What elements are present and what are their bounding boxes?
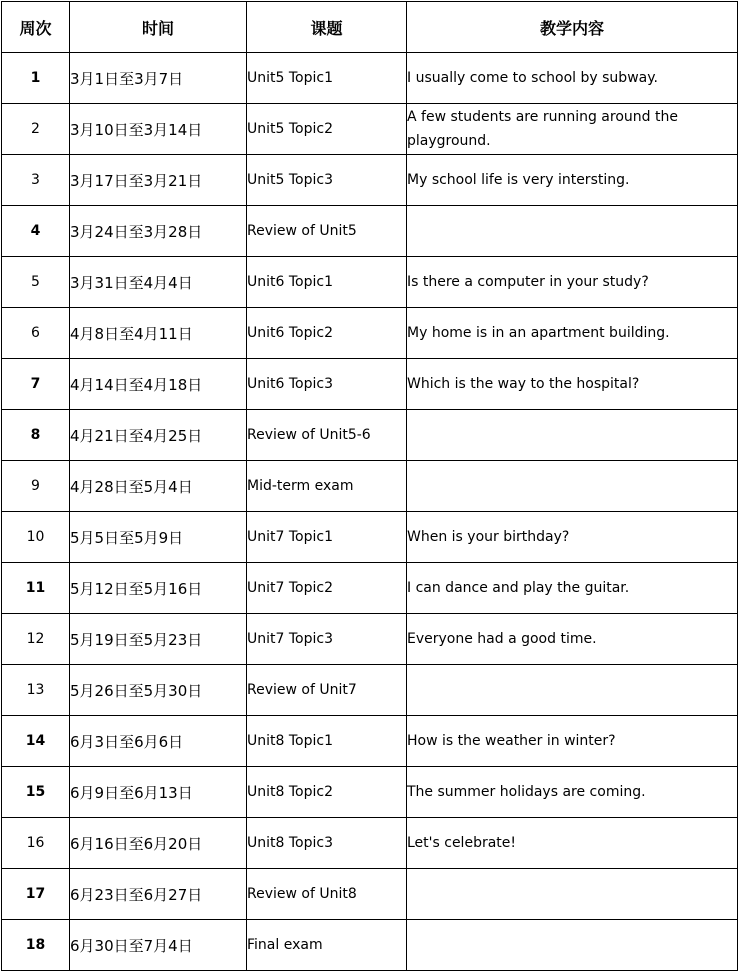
date-cell: 4月14日至4月18日 <box>70 359 247 410</box>
table-row <box>2 410 738 461</box>
table-row <box>2 818 738 869</box>
date-cell: 3月17日至3月21日 <box>70 155 247 206</box>
topic-cell: Unit6 Topic3 <box>247 359 407 410</box>
date-cell: 5月19日至5月23日 <box>70 614 247 665</box>
topic-cell: Review of Unit5 <box>247 206 407 257</box>
topic-cell: Review of Unit7 <box>247 665 407 716</box>
topic-cell: Mid-term exam <box>247 461 407 512</box>
week-cell: 14 <box>2 716 70 767</box>
table-row <box>2 104 738 155</box>
table-row <box>2 920 738 971</box>
header-time: 时间 <box>70 2 247 53</box>
content-cell <box>407 665 738 716</box>
week-cell: 8 <box>2 410 70 461</box>
date-cell: 3月24日至3月28日 <box>70 206 247 257</box>
week-cell: 11 <box>2 563 70 614</box>
topic-cell: Unit8 Topic3 <box>247 818 407 869</box>
week-cell: 3 <box>2 155 70 206</box>
table-row <box>2 206 738 257</box>
content-cell: Which is the way to the hospital? <box>407 359 738 410</box>
table-row <box>2 53 738 104</box>
content-cell: I usually come to school by subway. <box>407 53 738 104</box>
week-cell: 1 <box>2 53 70 104</box>
date-cell: 4月28日至5月4日 <box>70 461 247 512</box>
topic-cell: Unit5 Topic2 <box>247 104 407 155</box>
table-row <box>2 665 738 716</box>
table-row <box>2 257 738 308</box>
content-cell <box>407 920 738 971</box>
date-cell: 6月9日至6月13日 <box>70 767 247 818</box>
week-cell: 10 <box>2 512 70 563</box>
topic-cell: Unit8 Topic2 <box>247 767 407 818</box>
table-row <box>2 461 738 512</box>
table-row <box>2 716 738 767</box>
date-cell: 3月10日至3月14日 <box>70 104 247 155</box>
week-cell: 9 <box>2 461 70 512</box>
date-cell: 5月5日至5月9日 <box>70 512 247 563</box>
table-row <box>2 512 738 563</box>
content-cell: The summer holidays are coming. <box>407 767 738 818</box>
date-cell: 6月3日至6月6日 <box>70 716 247 767</box>
content-cell: I can dance and play the guitar. <box>407 563 738 614</box>
week-cell: 18 <box>2 920 70 971</box>
table-row <box>2 614 738 665</box>
content-cell: Is there a computer in your study? <box>407 257 738 308</box>
date-cell: 5月26日至5月30日 <box>70 665 247 716</box>
topic-cell: Unit5 Topic1 <box>247 53 407 104</box>
content-cell: Everyone had a good time. <box>407 614 738 665</box>
content-cell: How is the weather in winter? <box>407 716 738 767</box>
week-cell: 16 <box>2 818 70 869</box>
date-cell: 6月23日至6月27日 <box>70 869 247 920</box>
schedule-table <box>1 1 738 971</box>
topic-cell: Review of Unit8 <box>247 869 407 920</box>
header-content: 教学内容 <box>407 2 738 53</box>
table-row <box>2 359 738 410</box>
table-row <box>2 155 738 206</box>
content-cell: A few students are running around the playground. <box>407 104 738 155</box>
week-cell: 12 <box>2 614 70 665</box>
date-cell: 3月31日至4月4日 <box>70 257 247 308</box>
header-week: 周次 <box>2 2 70 53</box>
week-cell: 5 <box>2 257 70 308</box>
header-topic: 课题 <box>247 2 407 53</box>
table-row <box>2 563 738 614</box>
topic-cell: Final exam <box>247 920 407 971</box>
week-cell: 13 <box>2 665 70 716</box>
table-row <box>2 767 738 818</box>
content-cell <box>407 206 738 257</box>
week-cell: 15 <box>2 767 70 818</box>
week-cell: 4 <box>2 206 70 257</box>
date-cell: 6月30日至7月4日 <box>70 920 247 971</box>
topic-cell: Unit7 Topic3 <box>247 614 407 665</box>
week-cell: 2 <box>2 104 70 155</box>
content-cell: When is your birthday? <box>407 512 738 563</box>
content-cell <box>407 410 738 461</box>
content-cell: My home is in an apartment building. <box>407 308 738 359</box>
content-cell: Let's celebrate! <box>407 818 738 869</box>
header-row <box>2 2 738 53</box>
topic-cell: Unit6 Topic1 <box>247 257 407 308</box>
table-row <box>2 308 738 359</box>
week-cell: 6 <box>2 308 70 359</box>
content-cell <box>407 461 738 512</box>
topic-cell: Unit7 Topic1 <box>247 512 407 563</box>
content-cell: My school life is very intersting. <box>407 155 738 206</box>
table-row <box>2 869 738 920</box>
week-cell: 7 <box>2 359 70 410</box>
date-cell: 4月21日至4月25日 <box>70 410 247 461</box>
topic-cell: Review of Unit5-6 <box>247 410 407 461</box>
date-cell: 3月1日至3月7日 <box>70 53 247 104</box>
topic-cell: Unit7 Topic2 <box>247 563 407 614</box>
topic-cell: Unit6 Topic2 <box>247 308 407 359</box>
date-cell: 5月12日至5月16日 <box>70 563 247 614</box>
date-cell: 6月16日至6月20日 <box>70 818 247 869</box>
topic-cell: Unit8 Topic1 <box>247 716 407 767</box>
date-cell: 4月8日至4月11日 <box>70 308 247 359</box>
content-cell <box>407 869 738 920</box>
week-cell: 17 <box>2 869 70 920</box>
topic-cell: Unit5 Topic3 <box>247 155 407 206</box>
